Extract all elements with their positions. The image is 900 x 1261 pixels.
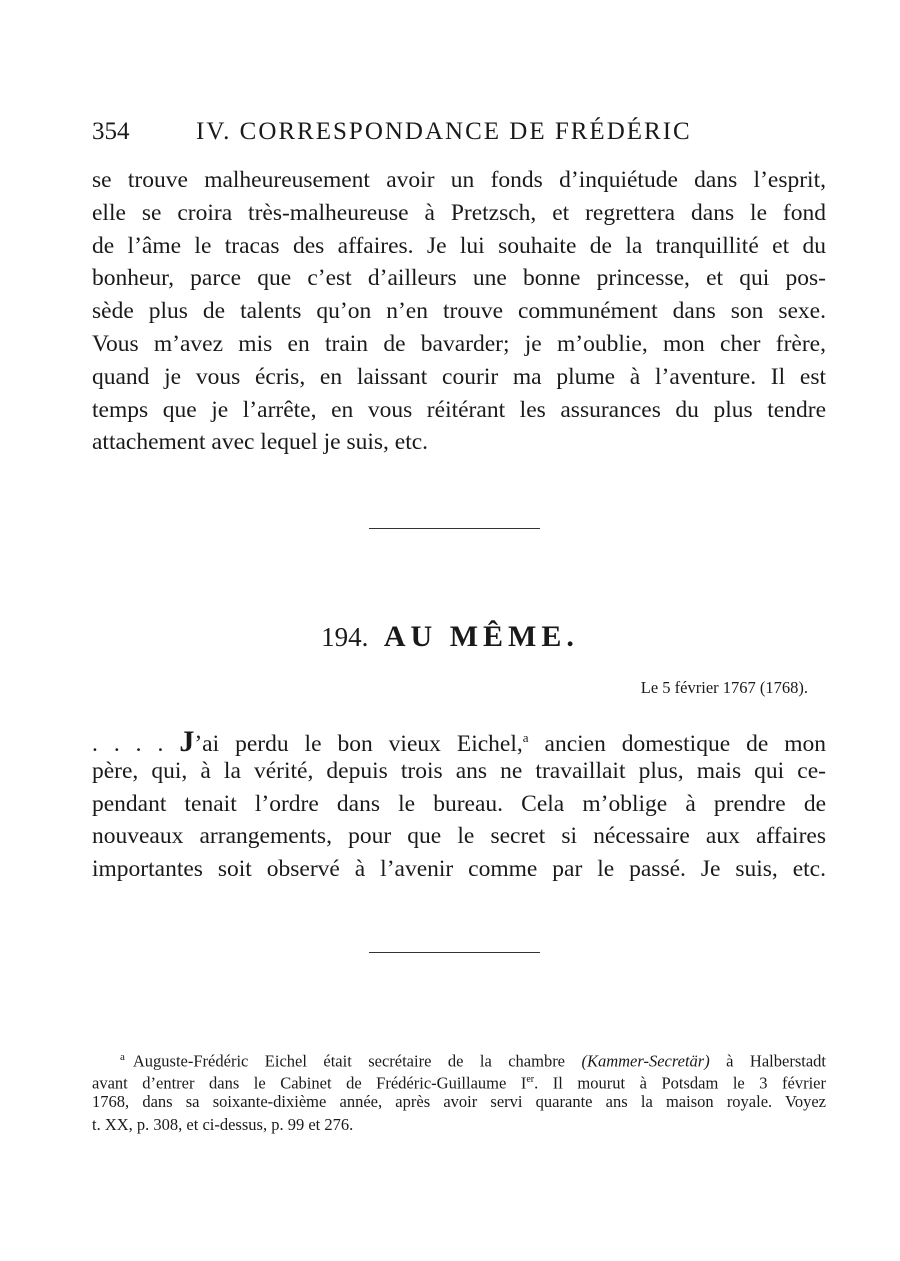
letter-number: 194. <box>321 622 369 652</box>
text-line: nouveaux arrangements, pour que le secret si nécessaire aux affaires <box>92 823 826 850</box>
text-line: importantes soit observé à l’avenir comme par le passé. Je suis, etc. <box>92 856 826 883</box>
text-line: pendant tenait l’ordre dans le bureau. Cela m’oblige à prendre de <box>92 790 826 817</box>
running-title: IV. CORRESPONDANCE DE FRÉDÉRIC <box>196 118 692 145</box>
letter-body <box>92 722 826 886</box>
superscript: er <box>526 1073 535 1085</box>
footnote-line <box>92 1069 826 1092</box>
letter-heading <box>0 620 900 654</box>
section-divider <box>369 528 540 529</box>
footnote-line <box>92 1046 826 1069</box>
text-line: de l’âme le tracas des affaires. Je lui souhaite de la tranquillité et du <box>92 232 826 259</box>
text-line: sède plus de talents qu’on n’en trouve communément dans son sexe. <box>92 298 826 325</box>
footnote-marker: a <box>120 1051 125 1063</box>
footnote-fragment: avant d’entrer dans le Cabinet de Frédéric-Guillaume I <box>92 1073 527 1092</box>
footnote-fragment: . Il mourut à Potsdam le 3 février <box>534 1073 827 1092</box>
section-divider <box>369 952 540 953</box>
footnote-line: t. XX, p. 308, et ci-dessus, p. 99 et 276. <box>92 1114 354 1134</box>
text-line: quand je vous écris, en laissant courir ma plume à l’aventure. Il est <box>92 363 826 390</box>
text-line: temps que je l’arrête, en vous réitérant les assurances du plus tendre <box>92 396 826 423</box>
text-line <box>92 722 827 758</box>
opening-ellipsis: . . . . <box>92 730 180 757</box>
running-head <box>92 118 732 150</box>
footnote-fragment: Auguste-Frédéric Eichel était secrétaire de la chambre <box>132 1051 582 1071</box>
continued-paragraph <box>92 164 826 459</box>
footnote-fragment: à Halberstadt <box>709 1051 826 1071</box>
text-line: père, qui, à la vérité, depuis trois ans ne travaillait plus, mais qui ce- <box>92 757 826 784</box>
footnote-line: 1768, dans sa soixante-dixième année, après avoir servi quarante ans la maison royale. Voyez <box>92 1092 826 1111</box>
text-line: se trouve malheureusement avoir un fonds d’inquiétude dans l’esprit, <box>92 167 826 193</box>
text-line: attachement avec lequel je suis, etc. <box>92 429 429 456</box>
page-number: 354 <box>92 118 130 145</box>
line-fragment: ’ai perdu le bon vieux Eichel, <box>194 730 523 757</box>
text-line: elle se croira très-malheureuse à Pretzsch, et regrettera dans le fond <box>92 199 826 226</box>
letter-title: AU MÊME. <box>383 620 579 653</box>
line-fragment: ancien domestique de mon <box>528 730 827 757</box>
initial-letter: J <box>179 724 195 758</box>
footnote <box>92 1046 826 1136</box>
letter-date: Le 5 février 1767 (1768). <box>640 678 808 697</box>
footnote-reference[interactable]: a <box>522 730 529 745</box>
footnote-italic: (Kammer-Secretär) <box>581 1051 710 1071</box>
text-line: Vous m’avez mis en train de bavarder; je m’oublie, mon cher frère, <box>92 330 826 357</box>
text-line: bonheur, parce que c’est d’ailleurs une bonne princesse, et qui pos- <box>92 265 826 292</box>
